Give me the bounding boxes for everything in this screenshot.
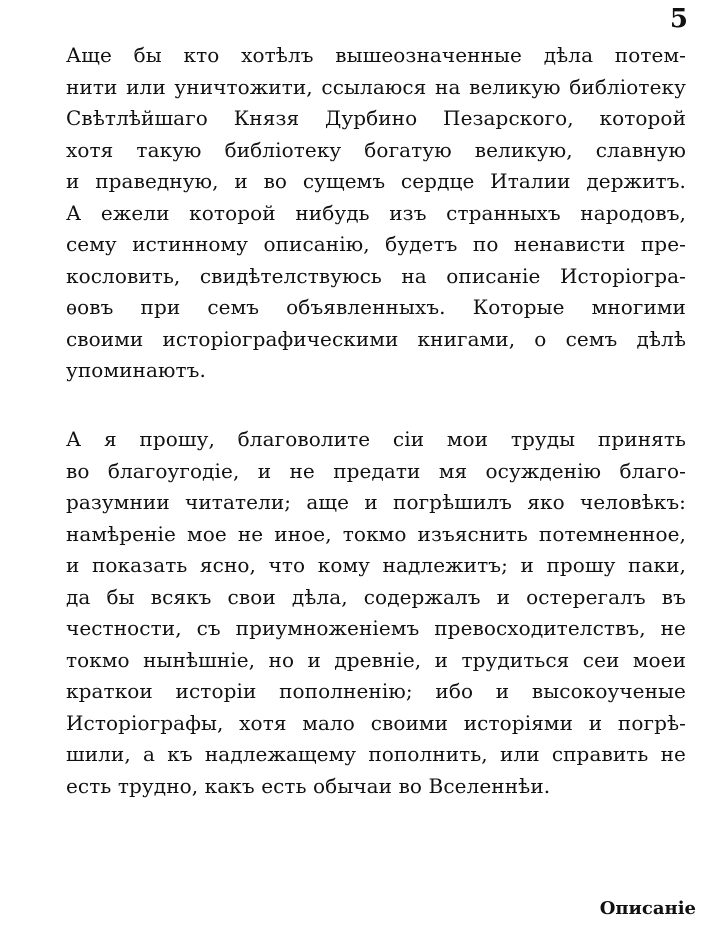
text-line: А я прошу, благоволите сіи мои труды принять [66,427,686,451]
text-line: разумнии читатели; аще и погрѣшилъ яко человѣкъ: [66,490,686,514]
text-line: да бы всякъ свои дѣла, содержалъ и остерегалъ въ [66,584,686,609]
text-line: токмо нынѣшніе, но и древніе, и трудиться сеи моеи [66,647,686,672]
page-number: 5 [669,4,688,34]
text-line: упоминаютъ. [66,358,206,382]
text-line: намѣреніе мое не иное, токмо изъяснить потемненное, [66,521,686,546]
text-line: нити или уничтожити, ссылаюся на великую библіотеку [66,74,686,99]
text-line: честности, съ приумноженіемъ превосходителствъ, не [66,616,686,640]
text-line: краткои исторіи пополненію; ибо и высокоученые [66,679,686,703]
text-line: во благоугодіе, и не предати мя осужденію благо- [66,458,686,483]
paragraph-2 [66,424,686,802]
paragraph-1 [66,40,686,387]
text-line: кословить, свидѣтелствуюсь на описаніе Исторіогра- [66,263,686,288]
text-line: и показать ясно, что кому надлежитъ; и прошу паки, [66,553,686,577]
text-line: ѳовъ при семъ объявленныхъ. Которые многими [66,295,686,319]
text-line: есть трудно, какъ есть обычаи во Вселеннѣи. [66,773,551,798]
text-line: Свѣтлѣйшаго Князя Дурбино Пезарского, которой [66,106,686,130]
catchword: Описаніе [599,898,696,919]
text-line: и праведную, и во сущемъ сердце Италии держитъ. [66,169,686,193]
text-line: своими исторіографическими книгами, о семъ дѣлѣ [66,326,686,351]
text-line: А ежели которой нибудь изъ странныхъ народовъ, [66,200,686,225]
text-line: шили, а къ надлежащему пополнить, или справить не [66,742,686,766]
text-line: хотя такую библіотеку богатую великую, славную [66,137,686,162]
text-line: Аще бы кто хотѣлъ вышеозначенные дѣла потем- [66,43,686,67]
text-line: сему истинному описанію, будетъ по ненависти пре- [66,232,686,256]
text-line: Исторіографы, хотя мало своими исторіями и погрѣ- [66,710,686,735]
